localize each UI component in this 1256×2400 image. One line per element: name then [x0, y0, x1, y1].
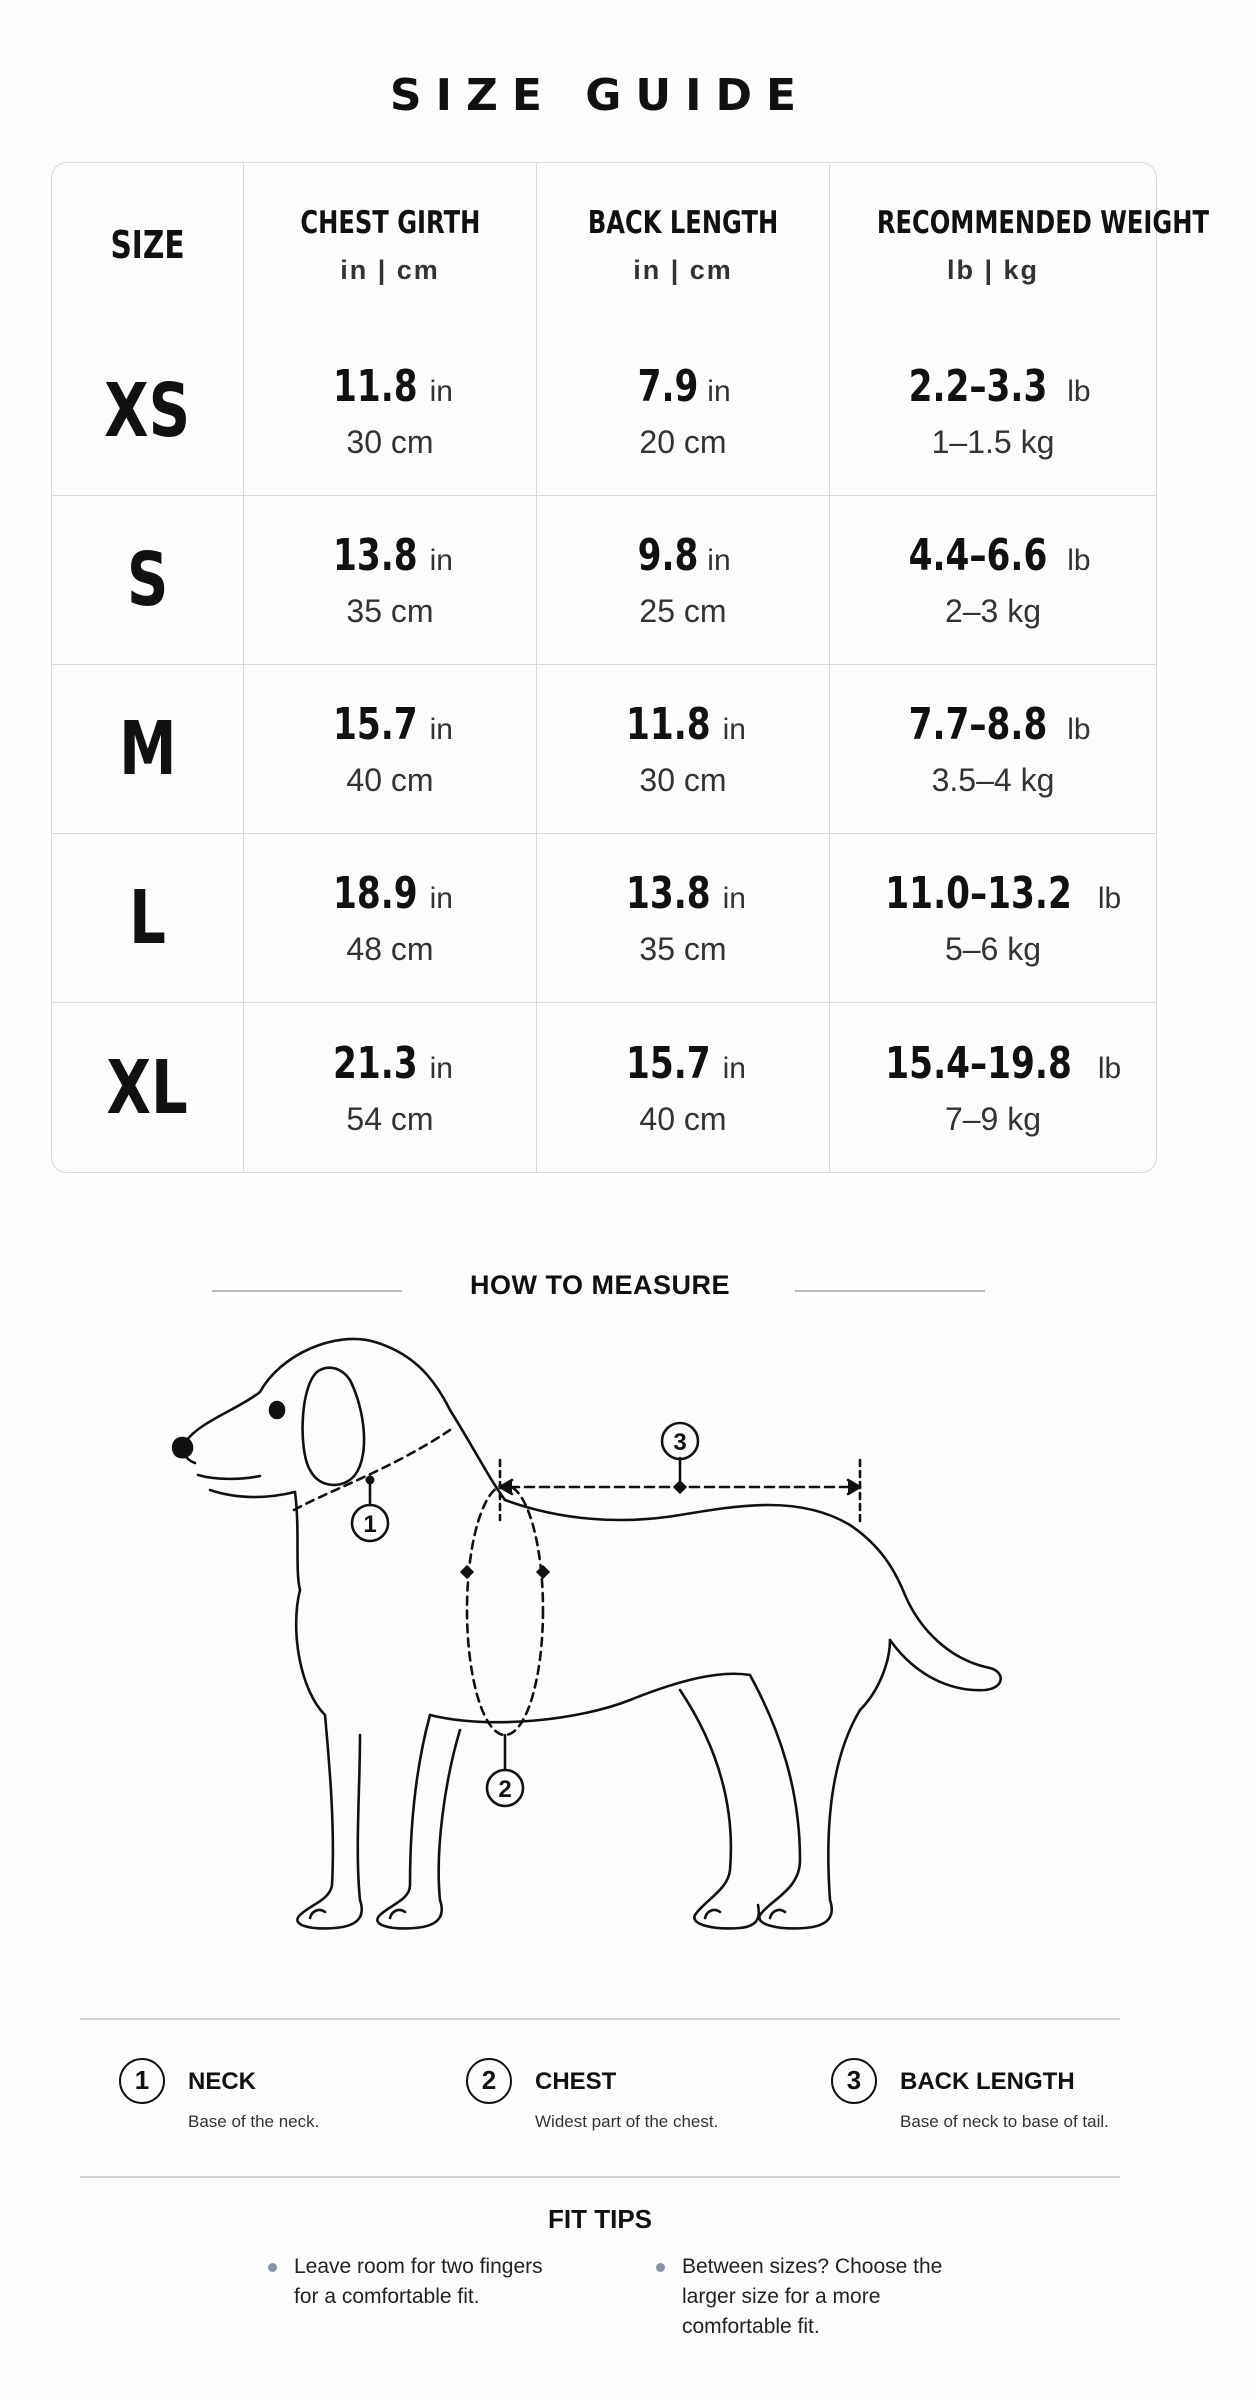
size-chart-table	[51, 162, 1210, 1173]
tip-line: Leave room for two fingers	[294, 2255, 543, 2278]
value-main: 7.9	[637, 361, 699, 412]
legend-description: Base of neck to base of tail.	[900, 2112, 1109, 2131]
tip-line: Between sizes? Choose the	[682, 2255, 943, 2278]
value-metric: 2–3 kg	[944, 593, 1042, 629]
weight-cell	[830, 327, 1156, 496]
back-length-cell	[537, 327, 830, 496]
value-main: 11.8	[332, 361, 418, 412]
value-main: 13.8	[625, 868, 711, 919]
size-cell	[52, 496, 244, 665]
header-chest-girth: CHEST GIRTH in | cm	[244, 163, 537, 327]
value-metric: 40 cm	[346, 762, 434, 798]
how-to-measure-heading	[0, 1270, 1200, 1310]
value-metric: 35 cm	[346, 593, 434, 629]
weight-cell	[830, 665, 1156, 834]
size-label: S	[126, 537, 169, 623]
value-unit: in	[722, 882, 746, 915]
value-metric: 35 cm	[639, 931, 727, 967]
tip-line: for a comfortable fit.	[294, 2285, 480, 2308]
value-unit: lb	[1097, 882, 1122, 915]
value-main: 2.2–3.3	[908, 361, 1048, 412]
number-badge: 2	[466, 2058, 512, 2104]
value-unit: in	[429, 544, 453, 577]
header-recommended-weight: RECOMMENDED WEIGHT lb | kg	[830, 163, 1156, 327]
value-main: 13.8	[332, 530, 418, 581]
weight-cell	[830, 1003, 1156, 1172]
value-unit: in	[429, 882, 453, 915]
page-title: SIZE GUIDE	[389, 70, 811, 121]
value-main: 15.7	[625, 1037, 711, 1089]
value-metric: 20 cm	[639, 424, 727, 460]
value-metric: 30 cm	[346, 424, 434, 460]
tip-line: larger size for a more	[682, 2285, 881, 2308]
value-unit: in	[722, 1051, 746, 1085]
value-main: 18.9	[332, 868, 418, 919]
legend-label: NECK	[188, 2068, 257, 2095]
value-main: 4.4–6.6	[908, 530, 1048, 581]
fit-tip-item	[294, 2252, 543, 2312]
chest-girth-cell	[244, 1003, 537, 1172]
bullet-dot-icon	[656, 2263, 665, 2272]
value-metric: 48 cm	[346, 931, 434, 967]
number-badge: 1	[119, 2058, 165, 2104]
value-main: 15.4–19.8	[885, 1037, 1072, 1089]
size-cell	[52, 1003, 244, 1172]
value-main: 15.7	[332, 699, 418, 750]
size-label: XL	[106, 1044, 189, 1131]
divider-line	[80, 2176, 1120, 2178]
value-main: 9.8	[637, 530, 699, 581]
value-main: 21.3	[332, 1037, 418, 1089]
value-main: 11.8	[625, 699, 711, 750]
value-metric: 1–1.5 kg	[931, 424, 1055, 460]
value-main: 7.7–8.8	[908, 699, 1048, 750]
tip-line: comfortable fit.	[682, 2315, 820, 2338]
table-row	[52, 665, 1156, 834]
value-metric: 40 cm	[639, 1100, 727, 1137]
legend-description: Base of the neck.	[188, 2112, 320, 2131]
header-units: lb | kg	[946, 254, 1040, 285]
value-metric: 30 cm	[639, 762, 727, 798]
header-units: in | cm	[633, 254, 733, 285]
number-badge: 3	[831, 2058, 877, 2104]
back-length-cell	[537, 1003, 830, 1172]
legend-description: Widest part of the chest.	[535, 2112, 719, 2131]
back-length-cell	[537, 496, 830, 665]
value-metric: 5–6 kg	[944, 931, 1042, 967]
weight-cell	[830, 834, 1156, 1003]
legend-label: CHEST	[535, 2068, 617, 2095]
size-cell	[52, 327, 244, 496]
value-unit: lb	[1097, 1051, 1122, 1085]
table-header-row	[52, 163, 1156, 327]
value-metric: 3.5–4 kg	[931, 762, 1055, 798]
divider-line	[80, 2018, 1120, 2020]
fit-tips-title: FIT TIPS	[548, 2204, 652, 2234]
weight-cell	[830, 496, 1156, 665]
fit-tip-item	[682, 2252, 942, 2342]
back-length-cell	[537, 665, 830, 834]
header-units: in | cm	[340, 254, 440, 285]
divider-line	[795, 1290, 985, 1292]
table-row	[52, 834, 1156, 1003]
chest-girth-cell	[244, 327, 537, 496]
value-metric: 54 cm	[346, 1100, 434, 1137]
size-label: XS	[104, 368, 191, 454]
chest-girth-cell	[244, 496, 537, 665]
value-metric: 25 cm	[639, 593, 727, 629]
value-main: 11.0–13.2	[885, 868, 1072, 919]
value-metric: 7–9 kg	[944, 1100, 1042, 1137]
size-cell	[52, 834, 244, 1003]
value-unit: in	[707, 375, 731, 408]
value-unit: lb	[1067, 713, 1091, 746]
back-marker-label: 3	[673, 1429, 687, 1456]
value-unit: in	[707, 544, 731, 577]
size-label: L	[129, 875, 166, 961]
value-unit: in	[722, 713, 746, 746]
chest-girth-cell	[244, 834, 537, 1003]
size-cell	[52, 665, 244, 834]
neck-marker-label: 1	[363, 1511, 377, 1538]
value-unit: lb	[1067, 544, 1091, 577]
table-row	[52, 496, 1156, 665]
legend-label: BACK LENGTH	[900, 2068, 1075, 2095]
value-unit: in	[429, 375, 453, 408]
value-unit: lb	[1067, 375, 1091, 408]
header-back-length: BACK LENGTH in | cm	[537, 163, 830, 327]
value-unit: in	[429, 1051, 453, 1085]
size-label: M	[118, 706, 177, 792]
how-to-measure-title: HOW TO MEASURE	[469, 1270, 730, 1300]
table-row	[52, 327, 1156, 496]
chest-marker-label: 2	[498, 1776, 512, 1803]
chest-girth-cell	[244, 665, 537, 834]
back-length-cell	[537, 834, 830, 1003]
table-row	[52, 1003, 1156, 1172]
header-size: SIZE	[52, 163, 244, 327]
bullet-dot-icon	[268, 2263, 277, 2272]
dog-outline-illustration	[160, 1330, 1040, 2010]
value-unit: in	[429, 713, 453, 746]
